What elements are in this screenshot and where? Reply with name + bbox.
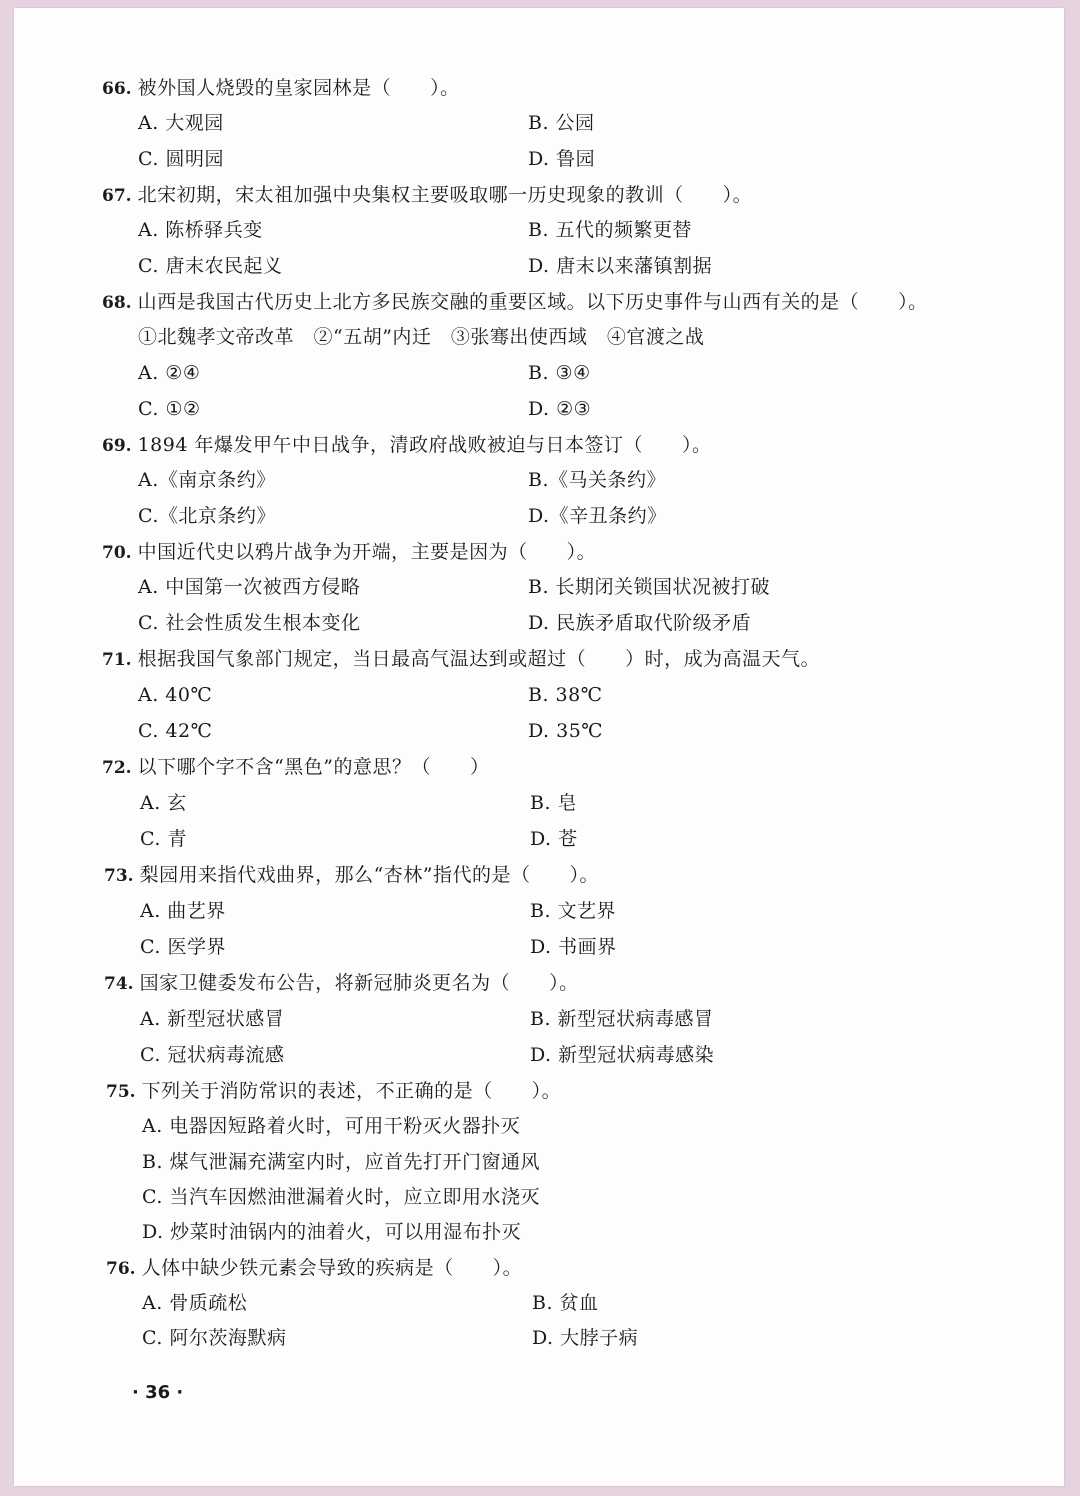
option-c[interactable]: C. 42℃: [138, 720, 213, 742]
question-text: 人体中缺少铁元素会导致的疾病是（ ）。: [141, 1257, 523, 1279]
option-a[interactable]: A. 新型冠状感冒: [140, 1008, 285, 1030]
question-70: [102, 537, 1002, 567]
option-b[interactable]: B. 长期闭关锁国状况被打破: [528, 576, 771, 598]
question-76: [106, 1253, 1006, 1283]
option-row: [140, 788, 1000, 818]
question-text: 梨园用来指代戏曲界，那么“杏林”指代的是（ ）。: [139, 864, 600, 886]
question-72: [102, 752, 1002, 782]
option-c[interactable]: C. ①②: [138, 398, 201, 420]
option-d[interactable]: D. 新型冠状病毒感染: [530, 1044, 715, 1066]
statement-list: ①北魏孝文帝改革 ②“五胡”内迁 ③张骞出使西域 ④官渡之战: [138, 326, 705, 348]
option-b[interactable]: B. 煤气泄漏充满室内时，应首先打开门窗通风: [142, 1151, 541, 1173]
option-b[interactable]: B. 38℃: [528, 684, 603, 706]
option-row: [138, 394, 998, 424]
exam-page: [14, 8, 1064, 1486]
option-row: [140, 932, 1000, 962]
option-row: [142, 1288, 1002, 1318]
option-c[interactable]: C. 阿尔茨海默病: [142, 1327, 287, 1349]
option-b[interactable]: B. 文艺界: [530, 900, 617, 922]
option-a[interactable]: A. 大观园: [138, 112, 224, 134]
statement-row: [138, 322, 998, 352]
question-text: 根据我国气象部门规定，当日最高气温达到或超过（ ）时，成为高温天气。: [137, 648, 821, 670]
option-b[interactable]: B. 贫血: [532, 1292, 599, 1314]
option-a[interactable]: A. 曲艺界: [140, 900, 226, 922]
option-b[interactable]: B. 五代的频繁更替: [528, 219, 693, 241]
question-number: 69.: [102, 436, 132, 456]
question-text: 中国近代史以鸦片战争为开端，主要是因为（ ）。: [137, 541, 597, 563]
question-text: 山西是我国古代历史上北方多民族交融的重要区域。以下历史事件与山西有关的是（ ）。: [137, 291, 928, 313]
option-row: [138, 608, 998, 638]
option-c[interactable]: C. 唐末农民起义: [138, 255, 283, 277]
option-c[interactable]: C. 圆明园: [138, 148, 224, 170]
question-text: 以下哪个字不含“黑色”的意思？（ ）: [137, 756, 490, 778]
question-number: 72.: [102, 758, 132, 778]
option-row: [142, 1147, 1002, 1177]
option-b[interactable]: B. 新型冠状病毒感冒: [530, 1008, 714, 1030]
option-a[interactable]: A. 陈桥驿兵变: [138, 219, 263, 241]
question-number: 71.: [102, 650, 132, 670]
question-75: [106, 1076, 1006, 1106]
option-c[interactable]: C. 冠状病毒流感: [140, 1044, 285, 1066]
option-row: [140, 824, 1000, 854]
question-73: [104, 860, 1004, 890]
question-67: [102, 180, 1002, 210]
option-row: [138, 144, 998, 174]
option-row: [140, 1040, 1000, 1070]
option-d[interactable]: D. ②③: [528, 398, 592, 420]
option-row: [138, 215, 998, 245]
question-number: 73.: [104, 866, 134, 886]
option-row: [140, 1004, 1000, 1034]
question-number: 76.: [106, 1259, 136, 1279]
question-68: [102, 287, 1002, 317]
option-d[interactable]: D. 大脖子病: [532, 1327, 639, 1349]
option-d[interactable]: D. 书画界: [530, 936, 617, 958]
option-row: [142, 1217, 1002, 1247]
option-row: [138, 501, 998, 531]
option-row: [142, 1182, 1002, 1212]
option-a[interactable]: A. 骨质疏松: [142, 1292, 248, 1314]
question-number: 70.: [102, 543, 132, 563]
option-d[interactable]: D. 唐末以来藩镇割据: [528, 255, 713, 277]
option-row: [138, 251, 998, 281]
option-row: [138, 358, 998, 388]
question-text: 北宋初期，宋太祖加强中央集权主要吸取哪一历史现象的教训（ ）。: [137, 184, 753, 206]
option-c[interactable]: C. 青: [140, 828, 187, 850]
option-row: [140, 896, 1000, 926]
option-row: [138, 108, 998, 138]
option-row: [138, 716, 998, 746]
option-c[interactable]: C. 医学界: [140, 936, 226, 958]
question-text: 被外国人烧毁的皇家园林是（ ）。: [137, 77, 460, 99]
option-a[interactable]: A. ②④: [138, 362, 201, 384]
question-66: [102, 73, 1002, 103]
option-a[interactable]: A. 电器因短路着火时，可用干粉灭火器扑灭: [142, 1115, 521, 1137]
option-b[interactable]: B. 皂: [530, 792, 578, 814]
option-a[interactable]: A. 玄: [140, 792, 187, 814]
option-b[interactable]: B. 公园: [528, 112, 595, 134]
question-text: 1894 年爆发甲午中日战争，清政府战败被迫与日本签订（ ）。: [137, 434, 712, 456]
question-text: 下列关于消防常识的表述，不正确的是（ ）。: [141, 1080, 562, 1102]
question-number: 67.: [102, 186, 132, 206]
question-text: 国家卫健委发布公告，将新冠肺炎更名为（ ）。: [139, 972, 579, 994]
option-b[interactable]: B. ③④: [528, 362, 591, 384]
option-d[interactable]: D. 民族矛盾取代阶级矛盾: [528, 612, 752, 634]
option-c[interactable]: C.《北京条约》: [138, 505, 276, 527]
option-d[interactable]: D.《辛丑条约》: [528, 505, 667, 527]
question-number: 74.: [104, 974, 134, 994]
question-number: 66.: [102, 79, 132, 99]
option-row: [142, 1323, 1002, 1353]
option-row: [138, 465, 998, 495]
option-row: [138, 680, 998, 710]
question-number: 75.: [106, 1082, 136, 1102]
option-row: [138, 572, 998, 602]
question-74: [104, 968, 1004, 998]
option-a[interactable]: A. 40℃: [138, 684, 213, 706]
option-c[interactable]: C. 当汽车因燃油泄漏着火时，应立即用水浇灭: [142, 1186, 540, 1208]
option-a[interactable]: A. 中国第一次被西方侵略: [138, 576, 361, 598]
page-number: · 36 ·: [132, 1382, 184, 1403]
question-69: [102, 430, 1002, 460]
option-d[interactable]: D. 炒菜时油锅内的油着火，可以用湿布扑灭: [142, 1221, 522, 1243]
option-d[interactable]: D. 35℃: [528, 720, 604, 742]
option-d[interactable]: D. 苍: [530, 828, 578, 850]
option-row: [142, 1111, 1002, 1141]
option-c[interactable]: C. 社会性质发生根本变化: [138, 612, 361, 634]
question-number: 68.: [102, 293, 132, 313]
option-a[interactable]: A.《南京条约》: [138, 469, 276, 491]
option-b[interactable]: B.《马关条约》: [528, 469, 667, 491]
question-71: [102, 644, 1002, 674]
option-d[interactable]: D. 鲁园: [528, 148, 596, 170]
